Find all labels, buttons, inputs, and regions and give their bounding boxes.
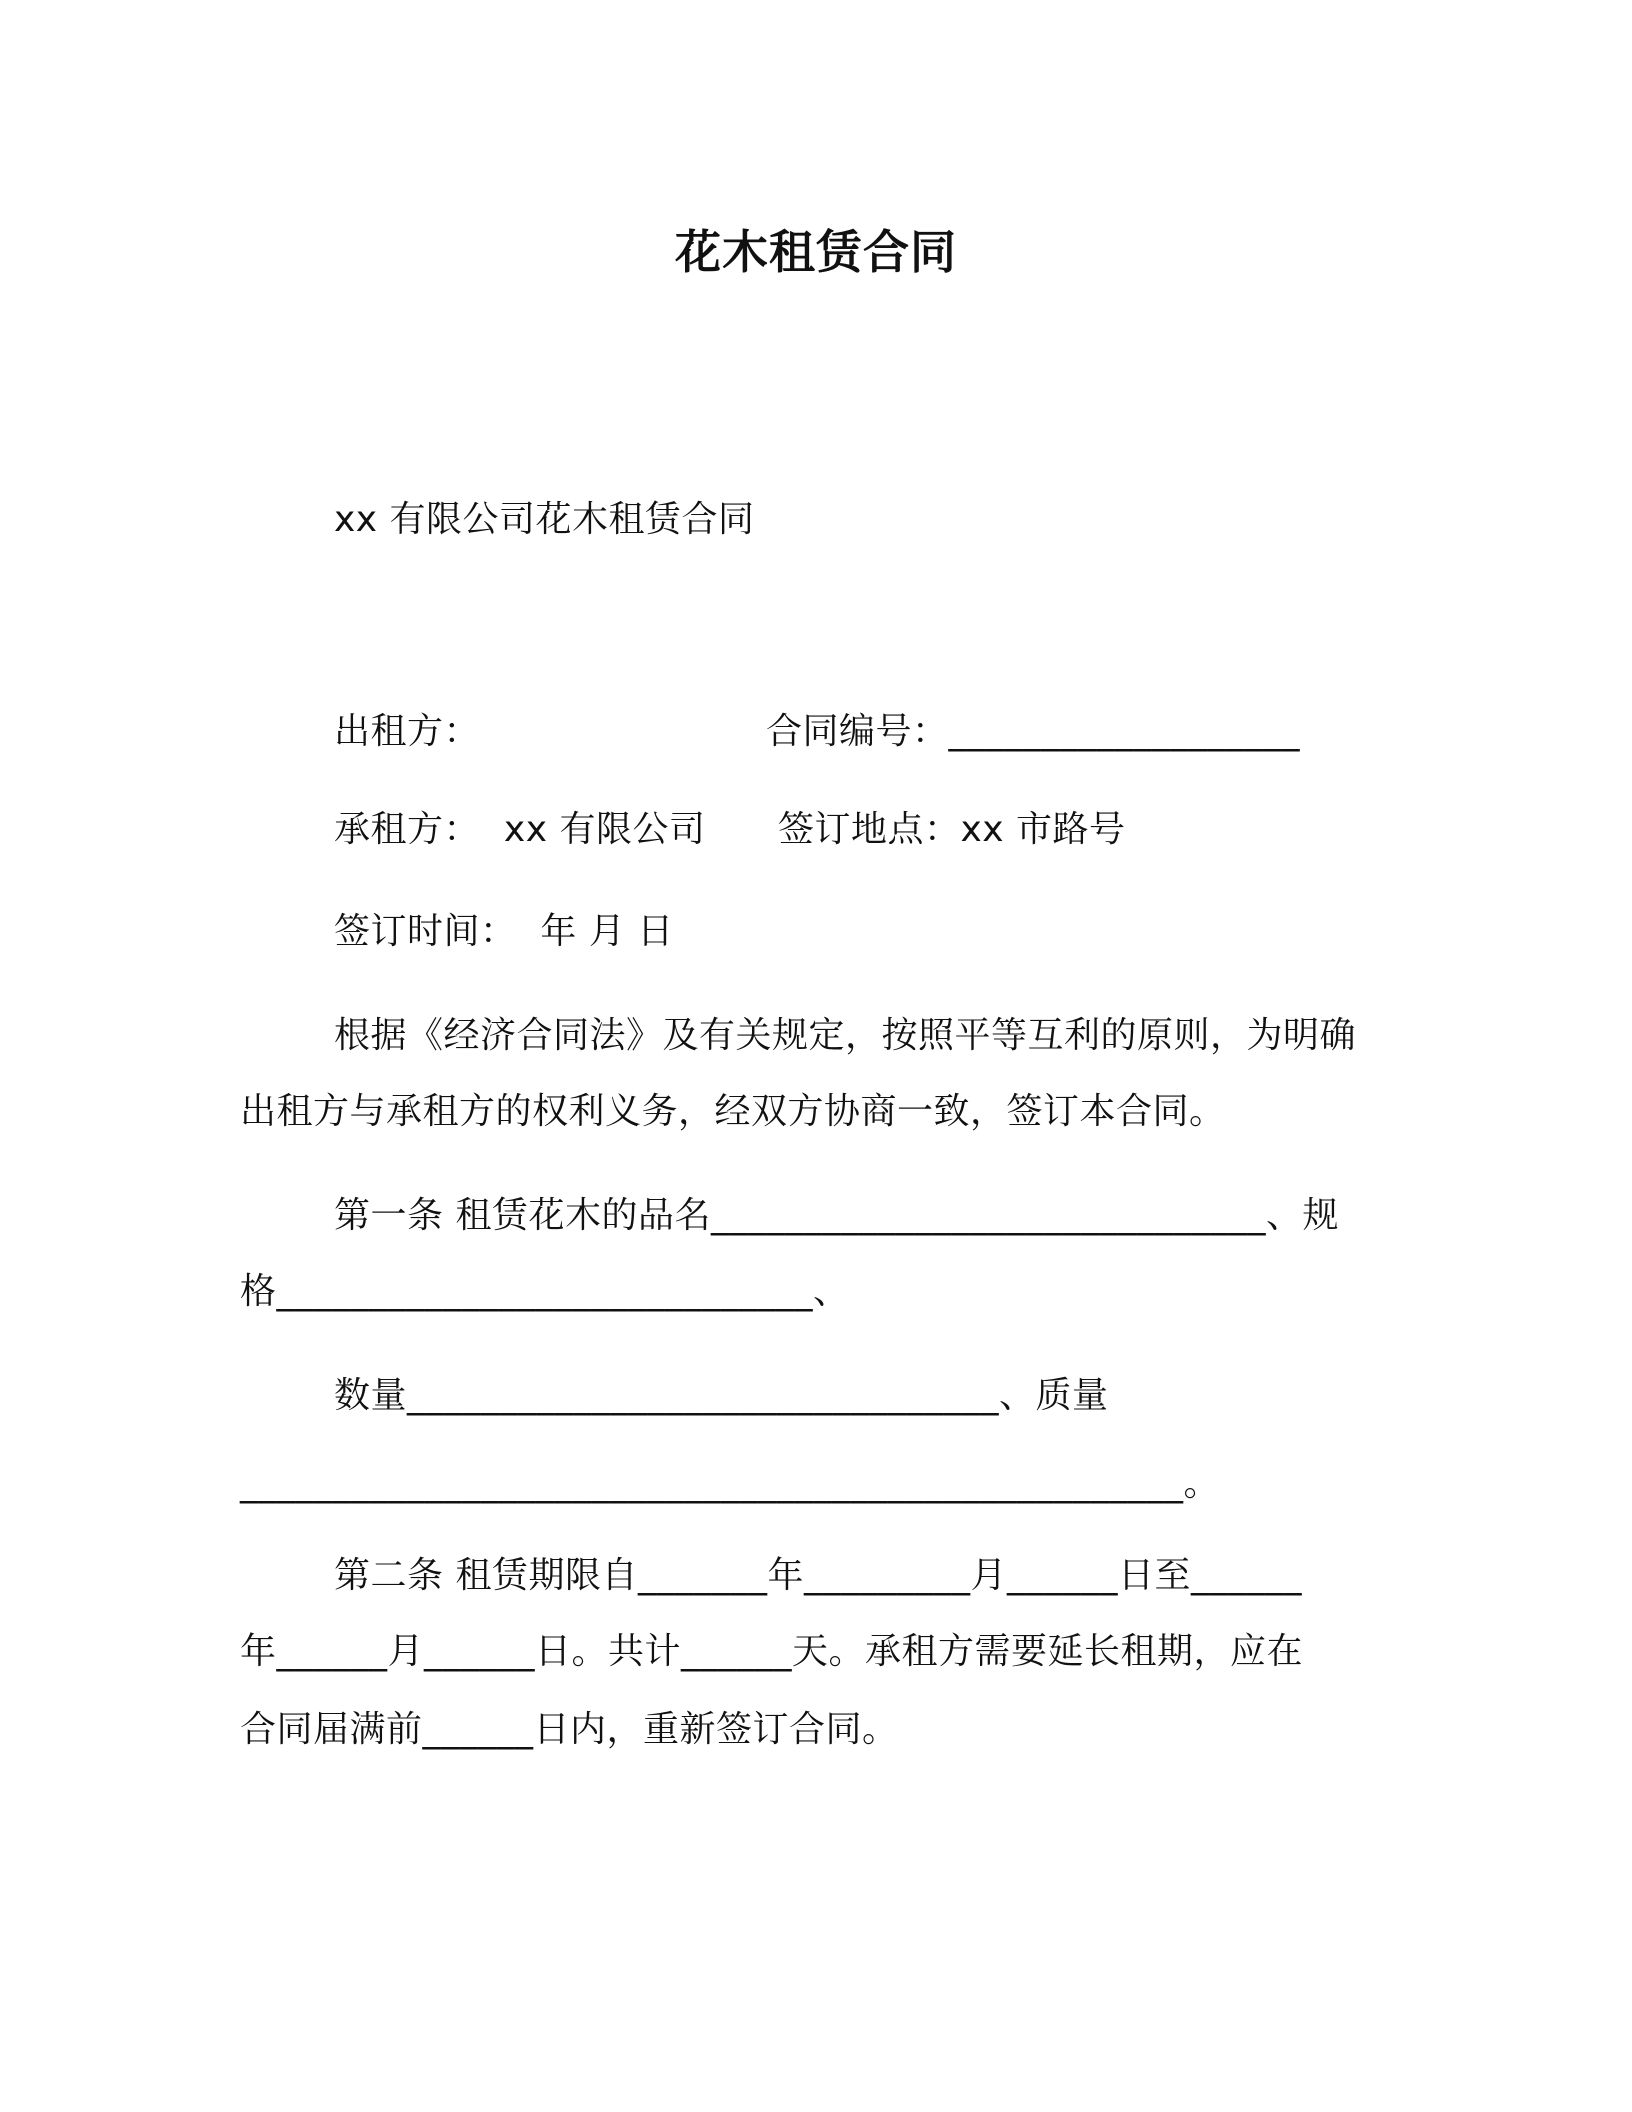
document-subtitle: xx 有限公司花木租赁合同	[334, 499, 755, 540]
article-1-line-2: 格_____________________________、	[240, 1271, 850, 1312]
article-2-line-3: 合同届满前______日内，重新签订合同。	[240, 1709, 899, 1750]
document-title: 花木租赁合同	[675, 225, 957, 279]
article-2-line-2: 年______月______日。共计______天。承租方需要延长租期，应在	[240, 1631, 1304, 1672]
article-1-line-4: ___________________________________________________。	[240, 1463, 1220, 1504]
preamble-line-2: 出租方与承租方的权利义务，经双方协商一致，签订本合同。	[240, 1091, 1226, 1132]
article-1-line-3: 数量________________________________、质量	[334, 1375, 1109, 1416]
article-2-line-1: 第二条 租赁期限自_______年_________月______日至______	[334, 1555, 1302, 1596]
lessor-field: 出租方：	[334, 711, 481, 752]
sign-time-field: 签订时间： 年 月 日	[334, 911, 674, 952]
preamble-line-1: 根据《经济合同法》及有关规定，按照平等互利的原则，为明确	[334, 1015, 1357, 1056]
sign-place-field: 签订地点：xx 市路号	[778, 809, 1126, 850]
article-1-line-1: 第一条 租赁花木的品名______________________________、规	[334, 1195, 1339, 1236]
lessee-field: 承租方： xx 有限公司	[334, 809, 706, 850]
contract-number-field: 合同编号：___________________	[766, 711, 1301, 752]
